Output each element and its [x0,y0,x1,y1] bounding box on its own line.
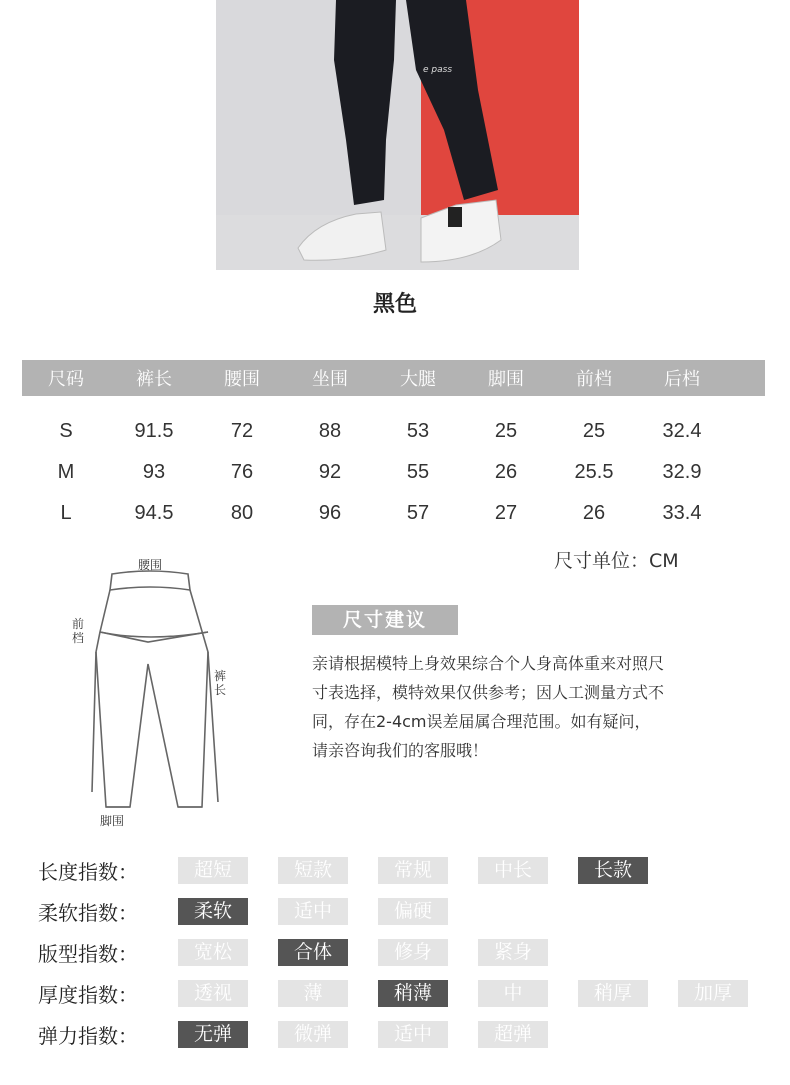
front-rise-char-2: 档 [72,631,85,645]
index-row [38,891,778,932]
table-cell: 26 [494,461,518,483]
index-option: 修身 [378,939,448,966]
front-rise-char-1: 前 [72,617,85,631]
index-option: 宽松 [178,939,248,966]
index-row [38,850,778,891]
header-cell: 裤长 [136,369,172,390]
header-cell: 后档 [664,369,700,390]
index-option: 薄 [278,980,348,1007]
table-cell: 25 [582,420,606,442]
table-cell: 91.5 [134,420,174,442]
index-label: 版型指数： [38,942,138,966]
pants-measurement-diagram [60,552,260,837]
table-row [22,493,765,534]
svg-text:e pass: e pass [423,65,453,75]
size-table [22,360,765,534]
index-option: 短款 [278,857,348,884]
table-cell: 94.5 [134,502,174,524]
header-cell: 前档 [576,369,612,390]
table-cell: 80 [230,502,254,524]
waist-label: 腰围 [138,558,163,572]
index-row [38,1014,778,1055]
index-row [38,973,778,1014]
index-option: 透视 [178,980,248,1007]
pants-outline-icon [60,552,260,837]
advice-line: 寸表选择，模特效果仅供参考；因人工测量方式不 [312,683,665,702]
index-label: 柔软指数： [38,901,138,925]
table-cell: 25.5 [574,461,614,483]
size-table-header [22,360,765,396]
table-cell: 32.9 [662,461,702,483]
index-option-selected: 长款 [578,857,648,884]
table-cell: M [57,461,75,483]
index-option: 偏硬 [378,898,448,925]
table-cell: 33.4 [662,502,702,524]
index-option-selected: 无弹 [178,1021,248,1048]
hem-label: 脚围 [100,814,125,828]
index-option: 超弹 [478,1021,548,1048]
header-cell: 大腿 [400,369,436,390]
index-label: 长度指数： [38,860,138,884]
index-option: 紧身 [478,939,548,966]
advice-title: 尺寸建议 [312,605,458,635]
fabric-index-list [38,850,778,1055]
table-row [22,452,765,493]
index-row [38,932,778,973]
index-option: 微弹 [278,1021,348,1048]
table-cell: 25 [494,420,518,442]
table-cell: L [60,502,72,524]
table-cell: 76 [230,461,254,483]
header-cell: 脚围 [488,369,524,390]
table-cell: 57 [406,502,430,524]
table-cell: 53 [406,420,430,442]
advice-line: 同，存在2-4cm误差届属合理范围。如有疑问， [312,712,651,731]
index-option: 加厚 [678,980,748,1007]
index-option: 适中 [278,898,348,925]
header-cell: 坐围 [312,369,348,390]
table-cell: 72 [230,420,254,442]
header-cell: 尺码 [48,369,84,390]
length-char-1: 裤 [214,669,227,683]
index-option: 稍厚 [578,980,648,1007]
color-label: 黑色 [372,292,417,317]
table-cell: S [59,420,73,442]
table-cell: 96 [318,502,342,524]
index-label: 弹力指数： [38,1024,138,1048]
unit-note: 尺寸单位：CM [554,550,679,572]
index-option: 适中 [378,1021,448,1048]
table-cell: 26 [582,502,606,524]
table-cell: 55 [406,461,430,483]
advice-text [312,649,732,765]
index-option: 超短 [178,857,248,884]
length-char-2: 长 [214,683,227,697]
index-option: 中 [478,980,548,1007]
index-label: 厚度指数： [38,983,138,1007]
table-cell: 32.4 [662,420,702,442]
index-option-selected: 稍薄 [378,980,448,1007]
table-cell: 27 [494,502,518,524]
length-label [214,669,230,697]
header-cell: 腰围 [224,369,260,390]
product-photo [216,0,579,270]
table-cell: 88 [318,420,342,442]
table-cell: 92 [318,461,342,483]
front-rise-label [72,617,88,645]
table-row [22,411,765,452]
advice-line: 亲请根据模特上身效果综合个人身高体重来对照尺 [312,654,665,673]
advice-line: 请亲咨询我们的客服哦！ [312,741,489,760]
index-option: 中长 [478,857,548,884]
index-option-selected: 柔软 [178,898,248,925]
table-cell: 93 [142,461,166,483]
index-option-selected: 合体 [278,939,348,966]
index-option: 常规 [378,857,448,884]
